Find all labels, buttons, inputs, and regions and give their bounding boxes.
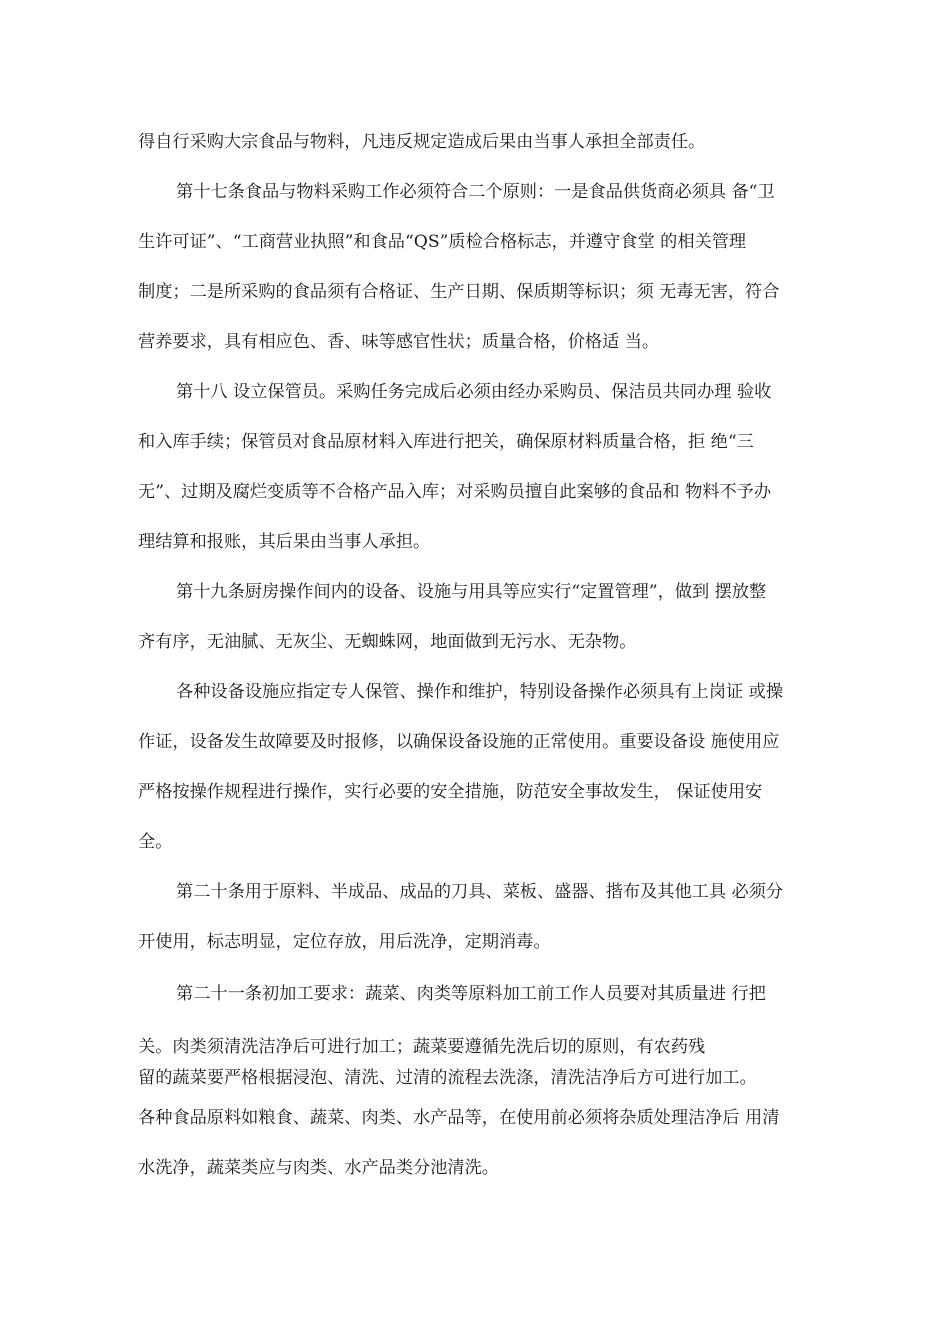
text-line: 和入库手续；保管员对食品原材料入库进行把关，确保原材料质量合格，拒 绝“三 bbox=[138, 432, 754, 452]
text-line: 无”、过期及腐烂变质等不合格产品入库；对采购员擅自此案够的食品和 物料不予办 bbox=[138, 482, 772, 502]
text-line: 齐有序，无油腻、无灰尘、无蜘蛛网，地面做到无污水、无杂物。 bbox=[138, 632, 637, 652]
text-line: 营养要求，具有相应色、香、味等感官性状；质量合格，价格适 当。 bbox=[138, 332, 660, 352]
text-line: 留的蔬菜要严格根据浸泡、清洗、过清的流程去洗涤，清洗洁净后方可进行加工。 bbox=[138, 1068, 757, 1088]
text-line: 各种设备设施应指定专人保管、操作和维护，特别设备操作必须具有上岗证 或操 bbox=[176, 682, 784, 702]
text-line: 制度；二是所采购的食品须有合格证、生产日期、保质期等标识；须 无毒无害，符合 bbox=[138, 282, 780, 302]
text-line: 严格按操作规程进行操作，实行必要的安全措施，防范安全事故发生， 保证使用安 bbox=[138, 782, 763, 802]
text-line: 关。肉类须清洗洁净后可进行加工；蔬菜要遵循先洗后切的原则，有农药残 bbox=[138, 1037, 706, 1057]
text-line: 第十九条厨房操作间内的设备、设施与用具等应实行“定置管理”，做到 摆放整 bbox=[176, 582, 767, 602]
text-line: 第二十一条初加工要求：蔬菜、肉类等原料加工前工作人员要对其质量进 行把 bbox=[176, 984, 766, 1004]
text-line: 第十八 设立保管员。采购任务完成后必须由经办采购员、保洁员共同办理 验收 bbox=[176, 382, 772, 402]
text-line: 水洗净，蔬菜类应与肉类、水产品类分池清洗。 bbox=[138, 1158, 499, 1178]
text-line: 全。 bbox=[138, 832, 173, 852]
text-line: 各种食品原料如粮食、蔬菜、肉类、水产品等，在使用前必须将杂质处理洁净后 用清 bbox=[138, 1108, 780, 1128]
text-line: 生许可证”、“工商营业执照”和食品“QS”质检合格标志，并遵守食堂 的相关管理 bbox=[138, 232, 747, 252]
text-line: 得自行采购大宗食品与物料，凡违反规定造成后果由当事人承担全部责任。 bbox=[138, 132, 706, 152]
text-line: 开使用，标志明显，定位存放，用后洗净，定期消毒。 bbox=[138, 932, 551, 952]
text-line: 作证，设备发生故障要及时报修，以确保设备设施的正常使用。重要设备设 施使用应 bbox=[138, 732, 780, 752]
text-line: 理结算和报账，其后果由当事人承担。 bbox=[138, 532, 431, 552]
text-line: 第二十条用于原料、半成品、成品的刀具、菜板、盛器、揩布及其他工具 必须分 bbox=[176, 882, 784, 902]
text-line: 第十七条食品与物料采购工作必须符合二个原则：一是食品供货商必须具 备“卫 bbox=[176, 182, 775, 202]
